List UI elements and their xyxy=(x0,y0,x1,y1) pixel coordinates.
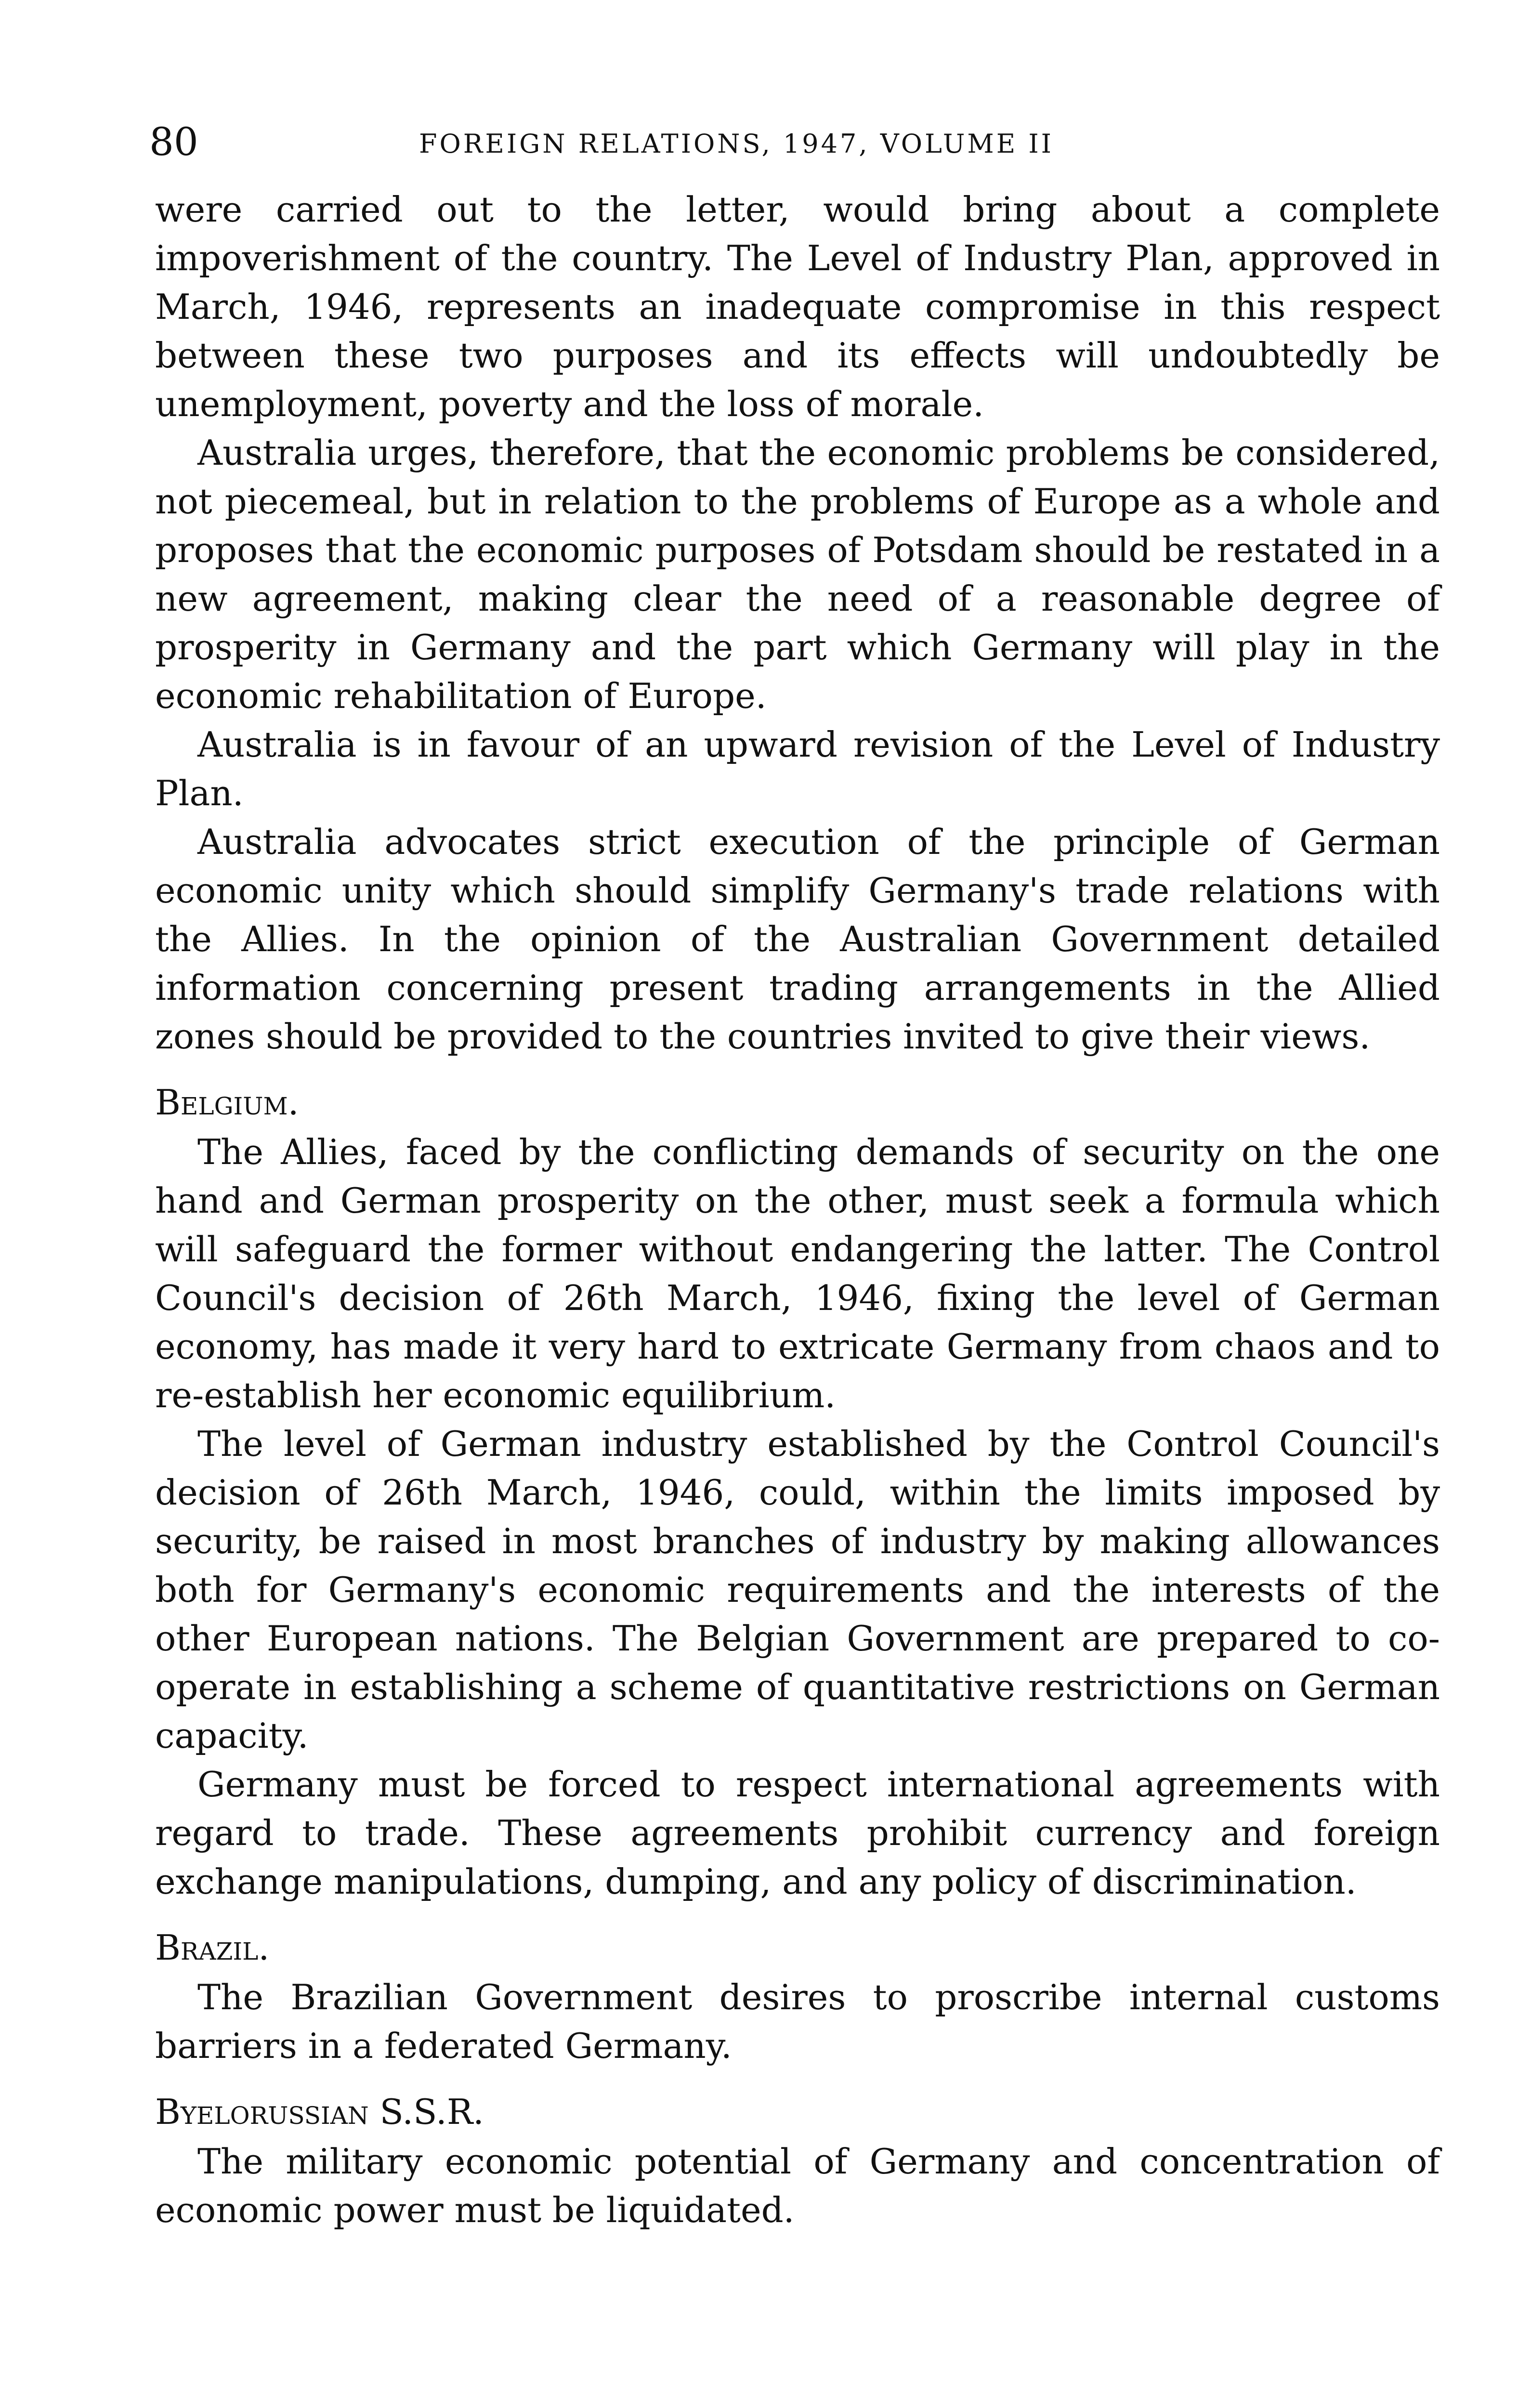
heading-byelorussian-suffix: S.S.R. xyxy=(380,2092,484,2132)
body-text xyxy=(155,185,1440,2235)
paragraph-brazil: The Brazilian Government desires to proscribe internal customs barriers in a federated Germany. xyxy=(155,1977,1440,2066)
paragraph-australia-unity: Australia advocates strict execution of the principle of German economic unity which should simplify Germany's trade relations with the Allies. In the opinion of the Australian Government detailed information concerning present trading arrangements in the Allied zones should be provided to the countries invited to give their views. xyxy=(155,822,1440,1057)
paragraph-belgium-allies: The Allies, faced by the conflicting demands of security on the one hand and German prosperity on the other, must seek a formula which will safeguard the former without endangering the latter. The Control Council's decision of 26th March, 1946, fixing the level of German economy, has made it very hard to extricate Germany from chaos and to re-establish her economic equilibrium. xyxy=(155,1132,1440,1415)
paragraph-australia-continued: were carried out to the letter, would bring about a complete impoverishment of the country. The Level of Industry Plan, approved in March, 1946, represents an inadequate compromise in this respect between these two purposes and its effects will undoubtedly be unemployment, poverty and the loss of morale. xyxy=(155,189,1440,424)
paragraph-belgium-level: The level of German industry established by the Control Council's decision of 26th March, 1946, could, within the limits imposed by security, be raised in most branches of industry by making allowances both for Germany's economic requirements and the interests of the other European nations. The Belgian Government are prepared to co-operate in establishing a scheme of quantitative restrictions on German capacity. xyxy=(155,1424,1440,1756)
paragraph-australia-revision: Australia is in favour of an upward revision of the Level of Industry Plan. xyxy=(155,724,1440,813)
page-number: 80 xyxy=(149,119,198,164)
running-title: FOREIGN RELATIONS, 1947, VOLUME II xyxy=(419,129,1054,159)
section-heading-brazil xyxy=(155,1924,1440,1972)
section-heading-belgium xyxy=(155,1078,1440,1127)
heading-belgium-text: Belgium. xyxy=(155,1082,299,1123)
paragraph-belgium-trade: Germany must be forced to respect international agreements with regard to trade. These agreements prohibit currency and foreign exchange manipulations, dumping, and any policy of discrimination. xyxy=(155,1764,1440,1902)
heading-byelorussian-name: Byelorussian xyxy=(155,2092,369,2132)
paragraph-australia-urges: Australia urges, therefore, that the economic problems be considered, not piecemeal, but in relation to the problems of Europe as a whole and proposes that the economic purposes of Potsdam should be restated in a new agreement, making clear the need of a reasonable degree of prosperity in Germany and the part which Germany will play in the economic rehabilitation of Europe. xyxy=(155,432,1440,716)
paragraph-byelorussian: The military economic potential of Germany and concentration of economic power must be liquidated. xyxy=(155,2141,1440,2230)
section-heading-byelorussian xyxy=(155,2088,1440,2136)
running-head xyxy=(149,118,1435,176)
heading-brazil-text: Brazil. xyxy=(155,1927,270,1968)
